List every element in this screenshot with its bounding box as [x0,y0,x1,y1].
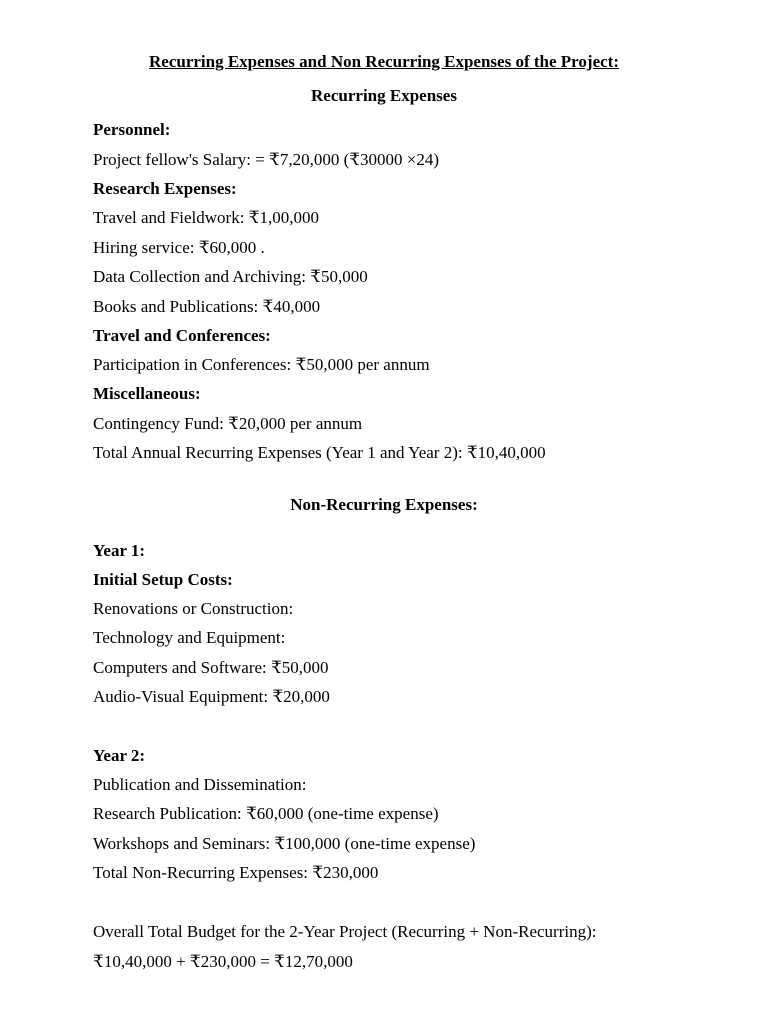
data-collection-line: Data Collection and Archiving: ₹50,000 [93,267,368,286]
non-recurring-total-line: Total Non-Recurring Expenses: ₹230,000 [93,863,379,882]
conference-participation-line: Participation in Conferences: ₹50,000 per annum [93,355,430,374]
year1-heading: Year 1: [93,541,146,560]
research-expenses-heading: Research Expenses: [93,179,237,198]
non-recurring-heading: Non-Recurring Expenses: [290,495,478,514]
audio-visual-line: Audio-Visual Equipment: ₹20,000 [93,687,330,706]
overall-total-calculation: ₹10,40,000 + ₹230,000 = ₹12,70,000 [93,952,353,971]
overall-total-label: Overall Total Budget for the 2-Year Project (Recurring + Non-Recurring): [93,922,597,941]
miscellaneous-heading: Miscellaneous: [93,384,201,403]
travel-conferences-heading: Travel and Conferences: [93,326,271,345]
personnel-heading: Personnel: [93,120,171,139]
personnel-salary: Project fellow's Salary: = ₹7,20,000 (₹30000 ×24) [93,150,440,169]
initial-setup-heading: Initial Setup Costs: [93,570,233,589]
publication-dissemination-line: Publication and Dissemination: [93,775,307,794]
books-publications-line: Books and Publications: ₹40,000 [93,297,321,316]
hiring-service-line: Hiring service: ₹60,000 . [93,238,265,257]
technology-line: Technology and Equipment: [93,628,286,647]
travel-fieldwork-line: Travel and Fieldwork: ₹1,00,000 [93,208,319,227]
year2-heading: Year 2: [93,746,146,765]
computers-line: Computers and Software: ₹50,000 [93,658,329,677]
contingency-fund-line: Contingency Fund: ₹20,000 per annum [93,414,363,433]
research-publication-line: Research Publication: ₹60,000 (one-time expense) [93,804,439,823]
recurring-heading: Recurring Expenses [311,86,457,105]
recurring-total-line: Total Annual Recurring Expenses (Year 1 and Year 2): ₹10,40,000 [93,443,546,462]
workshops-line: Workshops and Seminars: ₹100,000 (one-time expense) [93,834,476,853]
renovations-line: Renovations or Construction: [93,599,294,618]
document-title: Recurring Expenses and Non Recurring Expenses of the Project: [149,52,619,71]
